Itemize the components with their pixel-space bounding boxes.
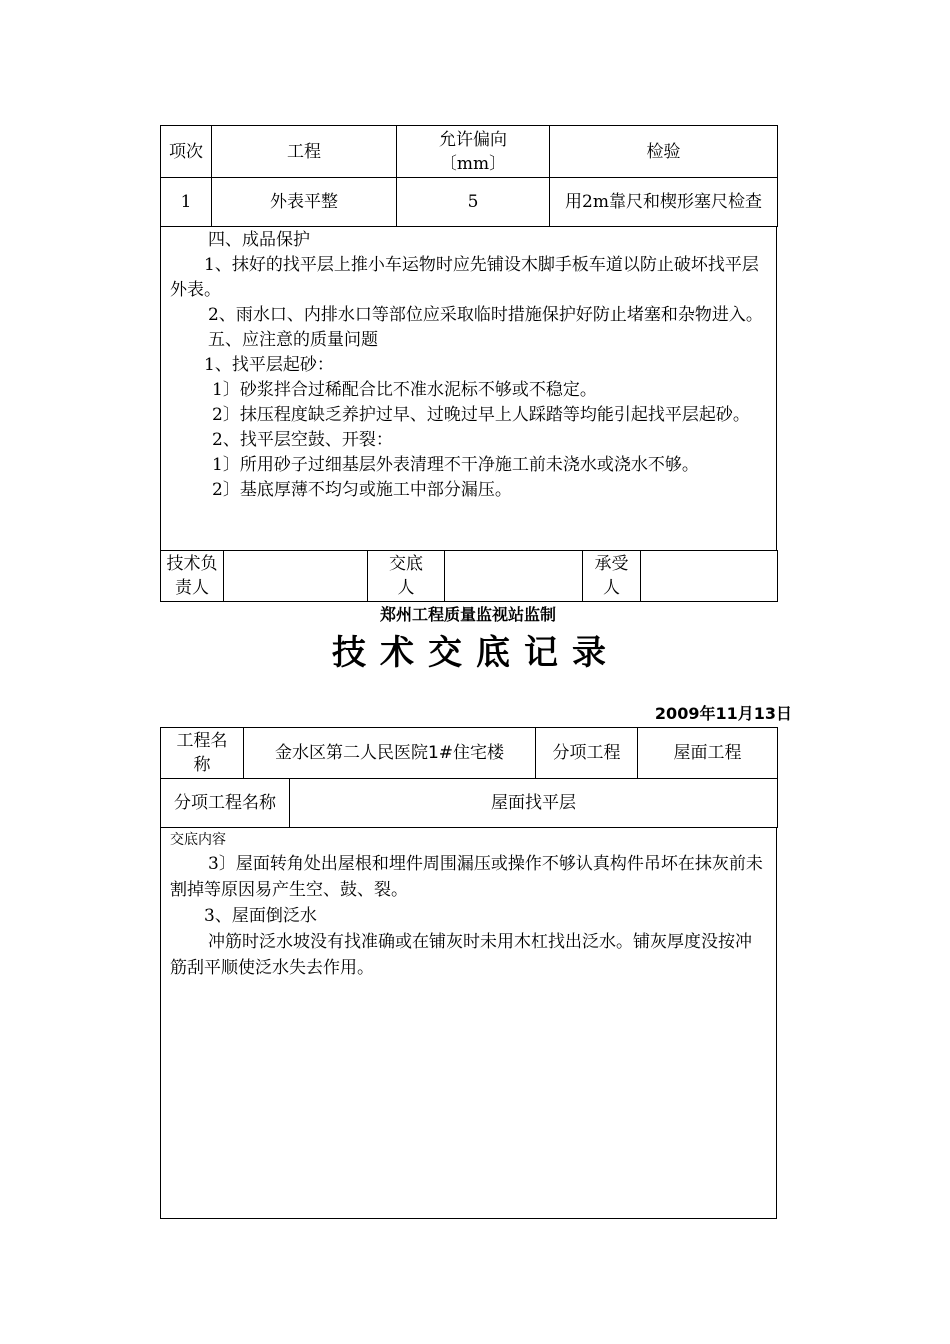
page-title: 技术交底记录 bbox=[332, 633, 620, 673]
row-project: 外表平整 bbox=[212, 178, 397, 227]
tech-lead-label: 技术负责人 bbox=[161, 551, 224, 602]
tech-lead-signature[interactable] bbox=[224, 551, 368, 602]
presenter-signature[interactable] bbox=[445, 551, 583, 602]
sub-project-value: 屋面工程 bbox=[638, 728, 778, 779]
paragraph: 四、成品保护 bbox=[208, 230, 310, 250]
paragraph: 2〕抹压程度缺乏养护过早、过晚过早上人踩踏等均能引起找平层起砂。 bbox=[212, 405, 750, 425]
info-table bbox=[160, 727, 778, 828]
header-deviation: 允许偏向〔mm〕 bbox=[397, 126, 550, 178]
sub-project-label: 分项工程 bbox=[536, 728, 638, 779]
header-inspection: 检验 bbox=[550, 126, 778, 178]
paragraph: 3、屋面倒泛水 bbox=[204, 906, 317, 926]
record-date: 2009年11月13日 bbox=[654, 704, 792, 723]
paragraph: 1、找平层起砂： bbox=[204, 355, 334, 375]
header-project: 工程 bbox=[212, 126, 397, 178]
sub-item-value: 屋面找平层 bbox=[290, 779, 778, 828]
row-deviation: 5 bbox=[397, 178, 550, 227]
row-inspection: 用2m靠尺和楔形塞尺检查 bbox=[550, 178, 778, 227]
paragraph: 2〕基底厚薄不均匀或施工中部分漏压。 bbox=[212, 480, 512, 500]
content-section bbox=[160, 827, 777, 1219]
receiver-signature[interactable] bbox=[641, 551, 778, 602]
paragraph: 1〕所用砂子过细基层外表清理不干净施工前未浇水或浇水不够。 bbox=[212, 455, 699, 475]
supervisor-line: 郑州工程质量监视站监制 bbox=[379, 605, 556, 624]
receiver-label: 承受人 bbox=[583, 551, 641, 602]
paragraph: 2、找平层空鼓、开裂： bbox=[212, 430, 393, 450]
paragraph: 1、抹好的找平层上推小车运物时应先铺设木脚手板车道以防止破坏找平层外表。 bbox=[170, 255, 759, 300]
project-name-label: 工程名称 bbox=[161, 728, 244, 779]
paragraph: 1〕砂浆拌合过稀配合比不准水泥标不够或不稳定。 bbox=[212, 380, 597, 400]
signature-table bbox=[160, 550, 778, 602]
paragraph: 五、应注意的质量问题 bbox=[208, 330, 378, 350]
project-name-value: 金水区第二人民医院1#住宅楼 bbox=[244, 728, 536, 779]
sub-item-label: 分项工程名称 bbox=[161, 779, 290, 828]
paragraph: 2、雨水口、内排水口等部位应采取临时措施保护好防止堵塞和杂物进入。 bbox=[208, 305, 763, 325]
inspection-table bbox=[160, 125, 778, 227]
header-item: 项次 bbox=[161, 126, 212, 178]
row-item: 1 bbox=[161, 178, 212, 227]
paragraph: 冲筋时泛水坡没有找准确或在铺灰时未用木杠找出泛水。铺灰厚度没按冲筋刮平顺使泛水失去作用。 bbox=[170, 932, 752, 978]
protection-section bbox=[160, 226, 777, 551]
content-label: 交底内容 bbox=[170, 832, 226, 848]
paragraph: 3〕屋面转角处出屋根和埋件周围漏压或操作不够认真构件吊坏在抹灰前未割掉等原因易产生空、鼓、裂。 bbox=[170, 854, 763, 900]
presenter-label: 交底人 bbox=[368, 551, 445, 602]
